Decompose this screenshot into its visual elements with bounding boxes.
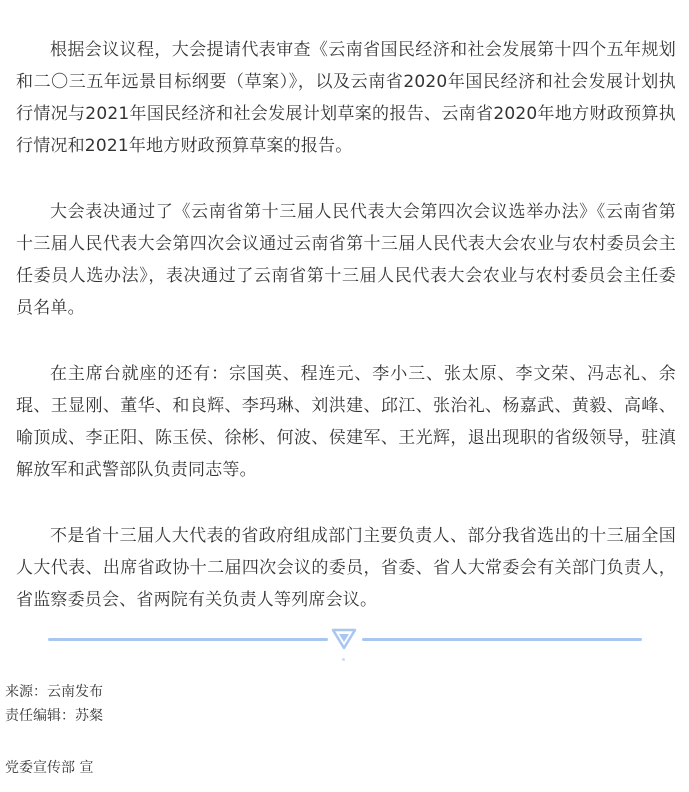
- department-line: 党委宣传部 宣: [5, 760, 94, 776]
- editor-line: 责任编辑：苏粲: [5, 708, 103, 724]
- triangle-down-icon: [331, 628, 357, 650]
- section-divider: [48, 624, 642, 654]
- divider-line-right: [362, 638, 642, 641]
- source-line: 来源：云南发布: [5, 684, 103, 700]
- divider-dot: [342, 658, 345, 661]
- article-body: [16, 34, 676, 650]
- divider-line-left: [48, 638, 328, 641]
- article-footer: [5, 680, 103, 780]
- paragraph-vote: 大会表决通过了《云南省第十三届人民代表大会第四次会议选举办法》《云南省第十三届人民代表大会第四次会议通过云南省第十三届人民代表大会农业与农村委员会主任委员人选办法》，表决通过了云南省第十三届人民代表大会农业与农村委员会主任委员名单。: [16, 202, 676, 318]
- paragraph-presidium: 在主席台就座的还有：宗国英、程连元、李小三、张太原、李文荣、冯志礼、余琨、王显刚、董华、和良辉、李玛琳、刘洪建、邱江、张治礼、杨嘉武、黄毅、高峰、喻顶成、李正阳、陈玉侯、徐彬、何波、侯建军、王光辉，退出现职的省级领导，驻滇解放军和武警部队负责同志等。: [16, 364, 676, 480]
- paragraph-agenda: 根据会议议程，大会提请代表审查《云南省国民经济和社会发展第十四个五年规划和二〇三五年远景目标纲要（草案）》，以及云南省2020年国民经济和社会发展计划执行情况与2021年国民经济和社会发展计划草案的报告、云南省2020年地方财政预算执行情况和2021年地方财政预算草案的报告。: [16, 40, 676, 156]
- paragraph-attendees: 不是省十三届人大代表的省政府组成部门主要负责人、部分我省选出的十三届全国人大代表、出席省政协十二届四次会议的委员，省委、省人大常委会有关部门负责人，省监察委员会、省两院有关负责人等列席会议。: [16, 526, 676, 610]
